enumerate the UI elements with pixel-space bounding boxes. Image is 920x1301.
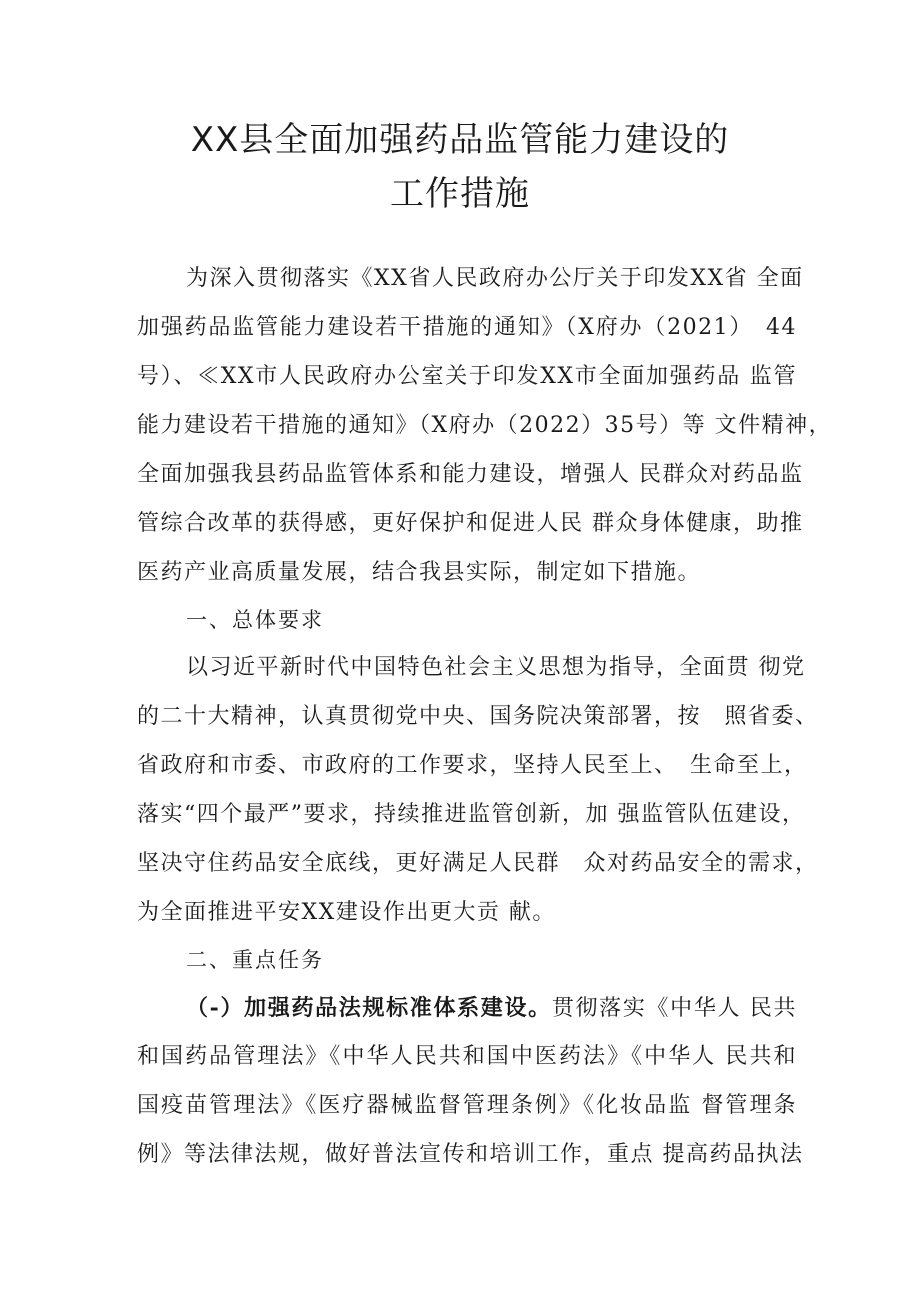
document-title-line-1: XX县全面加强药品监管能力建设的 (190, 120, 730, 160)
paragraph-2-line: 省政府和市委、市政府的工作要求，坚持人民至上、 生命至上， (137, 753, 808, 778)
paragraph-2-line: 坚决守住药品安全底线，更好满足人民群 众对药品安全的需求， (137, 851, 819, 876)
paragraph-3-line: 例》等法律法规，做好普法宣传和培训工作，重点 提高药品执法 (137, 1142, 804, 1167)
paragraph-3-text: 贯彻落实《中华人 民共 (551, 996, 797, 1021)
paragraph-2-line: 以习近平新时代中国特色社会主义思想为指导，全面贯 彻党 (186, 655, 806, 680)
paragraph-2-line: 落实“四个最严”要求，持续推进监管创新，加 强监管队伍建设， (137, 802, 806, 827)
section-heading-2: 二、重点任务 (186, 948, 324, 972)
paragraph-1-line: 医药产业高质量发展，结合我县实际，制定如下措施。 (137, 560, 702, 585)
paragraph-3-line: 和国药品管理法》《中华人民共和国中医药法》《中华人 民共和 (137, 1044, 797, 1069)
paragraph-3-first-line (186, 993, 797, 1024)
document-title-line-2: 工作措施 (390, 174, 530, 214)
paragraph-1-line: 号）、≪XX市人民政府办公室关于印发XX市全面加强药品 监管 (137, 364, 797, 389)
section-heading-1: 一、总体要求 (186, 608, 324, 632)
paragraph-2-line: 的二十大精神，认真贯彻党中央、国务院决策部署，按 照省委、 (137, 704, 819, 729)
paragraph-3-line: 国疫苗管理法》《医疗器械监督管理条例》《化妆品监 督管理条 (137, 1093, 797, 1118)
paragraph-1-line: 加强药品监管能力建设若干措施的通知》（X府办（2021） 44 (137, 315, 797, 340)
paragraph-1-line: 为深入贯彻落实《XX省人民政府办公厅关于印发XX省 全面 (186, 266, 804, 291)
paragraph-1-line: 能力建设若干措施的通知》（X府办（2022）35号）等 文件精神， (137, 413, 833, 438)
paragraph-1-line: 管综合改革的获得感，更好保护和促进人民 群众身体健康，助推 (137, 511, 804, 536)
paragraph-1-line: 全面加强我县药品监管体系和能力建设，增强人 民群众对药品监 (137, 462, 804, 487)
paragraph-2-line: 为全面推进平安XX建设作出更大贡 献。 (137, 900, 556, 925)
subsection-lead: （-）加强药品法规标准体系建设。 (186, 995, 552, 1021)
